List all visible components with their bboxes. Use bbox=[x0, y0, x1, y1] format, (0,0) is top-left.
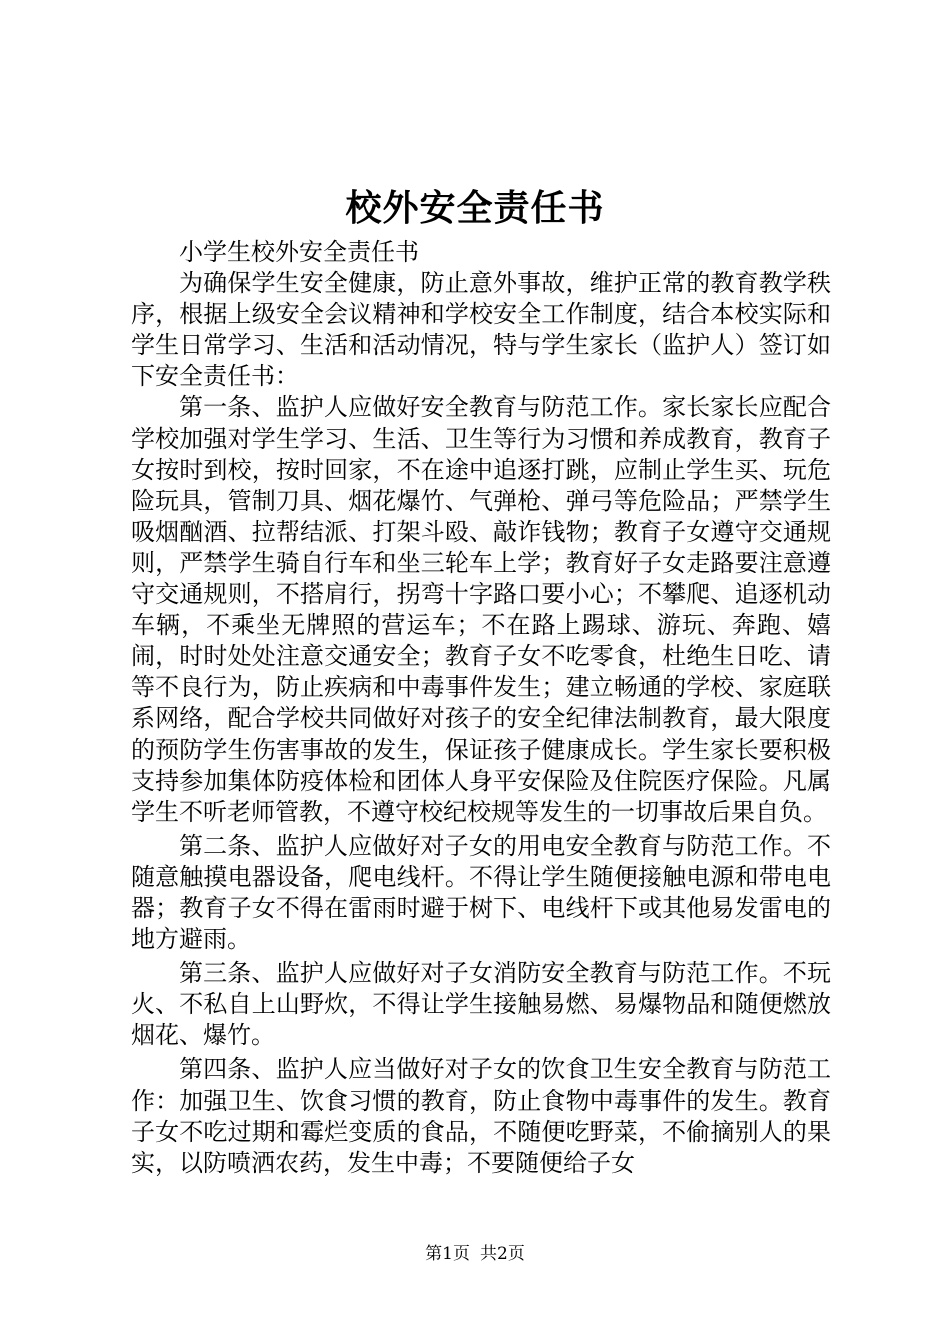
document-body bbox=[131, 237, 831, 1179]
intro-paragraph: 为确保学生安全健康，防止意外事故，维护正常的教育教学秩序，根据上级安全会议精神和学校安全工作制度，结合本校实际和学生日常学习、生活和活动情况，特与学生家长（监护人）签订如下安全责任书： bbox=[131, 269, 831, 391]
article-3-paragraph: 第三条、监护人应做好对子女消防安全教育与防范工作。不玩火、不私自上山野炊，不得让学生接触易燃、易爆物品和随便燃放烟花、爆竹。 bbox=[131, 959, 831, 1050]
article-1-paragraph: 第一条、监护人应做好安全教育与防范工作。家长家长应配合学校加强对学生学习、生活、卫生等行为习惯和养成教育，教育子女按时到校，按时回家，不在途中追逐打跳，应制止学生买、玩危险玩具，管制刀具、烟花爆竹、气弹枪、弹弓等危险品；严禁学生吸烟酗酒、拉帮结派、打架斗殴、敲诈钱物；教育子女遵守交通规则，严禁学生骑自行车和坐三轮车上学；教育好子女走路要注意遵守交通规则，不搭肩行，拐弯十字路口要小心；不攀爬、追逐机动车辆，不乘坐无牌照的营运车；不在路上踢球、游玩、奔跑、嬉闹，时时处处注意交通安全；教育子女不吃零食，杜绝生日吃、请等不良行为，防止疾病和中毒事件发生；建立畅通的学校、家庭联系网络，配合学校共同做好对孩子的安全纪律法制教育，最大限度的预防学生伤害事故的发生，保证孩子健康成长。学生家长要积极支持参加集体防疫体检和团体人身平安保险及住院医疗保险。凡属学生不听老师管教，不遵守校纪校规等发生的一切事故后果自负。 bbox=[131, 393, 831, 826]
document-title: 校外安全责任书 bbox=[345, 187, 605, 229]
page-total: 共2页 bbox=[480, 1244, 525, 1264]
page-number: 第1页 bbox=[425, 1244, 470, 1264]
article-4-paragraph: 第四条、监护人应当做好对子女的饮食卫生安全教育与防范工作：加强卫生、饮食习惯的教育，防止食物中毒事件的发生。教育子女不吃过期和霉烂变质的食品，不随便吃野菜，不偷摘别人的果实，以防喷洒农药，发生中毒；不要随便给子女 bbox=[131, 1055, 831, 1177]
article-2-paragraph: 第二条、监护人应做好对子女的用电安全教育与防范工作。不随意触摸电器设备，爬电线杆。不得让学生随便接触电源和带电电器；教育子女不得在雷雨时避于树下、电线杆下或其他易发雷电的地方避雨。 bbox=[131, 831, 831, 954]
subtitle-paragraph: 小学生校外安全责任书 bbox=[179, 238, 419, 266]
page-footer bbox=[0, 1243, 950, 1265]
